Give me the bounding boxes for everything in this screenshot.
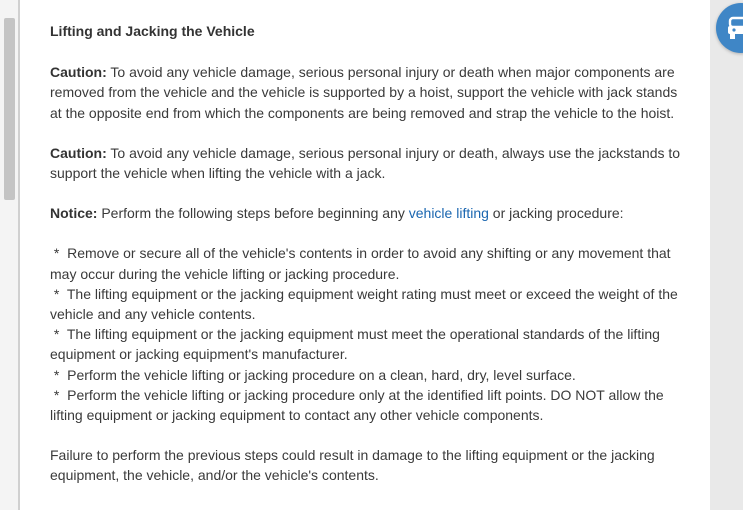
caution-text: To avoid any vehicle damage, serious personal injury or death, always use the jackstands to support the vehicle when lifting the vehicle with a jack. [50, 144, 681, 182]
list-item: * Perform the vehicle lifting or jacking procedure only at the identified lift points. DO NOT allow the lifting equipment or jacking equipment to contact any other vehicle components. [50, 386, 664, 424]
document-page [20, 0, 710, 510]
caution-label: Caution: [50, 64, 107, 81]
caution-label: Caution: [50, 144, 107, 161]
notice-paragraph [50, 203, 682, 223]
list-item: * Perform the vehicle lifting or jacking procedure on a clean, hard, dry, level surface. [50, 366, 576, 383]
vehicle-fab-button[interactable] [716, 3, 743, 53]
list-item-text: The lifting equipment or the jacking equipment must meet the operational standards of the lifting equipment or jacking equipment's manufacturer. [50, 326, 660, 363]
caution-paragraph-2 [50, 143, 682, 183]
document-content [50, 10, 682, 506]
list-item-text: Remove or secure all of the vehicle's contents in order to avoid any shifting or any movement that may occur during the vehicle lifting or jacking procedure. [50, 245, 671, 282]
vehicle-icon [727, 16, 743, 42]
caution-paragraph-1 [50, 62, 682, 123]
list-item: * Remove or secure all of the vehicle's contents in order to avoid any shifting or any movement that may occur during the vehicle lifting or jacking procedure. [50, 245, 671, 282]
page-title: Lifting and Jacking the Vehicle [50, 23, 255, 39]
failure-paragraph: Failure to perform the previous steps could result in damage to the lifting equipment or the jacking equipment, the vehicle, and/or the vehicle's contents. [50, 447, 655, 484]
list-item: * The lifting equipment or the jacking equipment must meet the operational standards of the lifting equipment or jacking equipment's manufacturer. [50, 326, 660, 363]
caution-text: To avoid any vehicle damage, serious personal injury or death when major components are removed from the vehicle and the vehicle is supported by a hoist, support the vehicle with jack stands at the opposite end from which the components are being removed and strap the vehicle to the hoist. [50, 64, 678, 121]
notice-text-after: or jacking procedure: [492, 205, 624, 222]
precaution-list [50, 243, 682, 425]
list-item-text: Perform the vehicle lifting or jacking procedure only at the identified lift points. DO NOT allow the lifting equipment or jacking equipment to contact any other vehicle components. [50, 386, 664, 424]
vertical-scrollbar[interactable] [0, 0, 20, 510]
vehicle-lifting-link[interactable]: vehicle lifting [408, 205, 489, 222]
notice-label: Notice: [50, 205, 98, 222]
list-item: * The lifting equipment or the jacking equipment weight rating must meet or exceed the weight of the vehicle and any vehicle contents. [50, 285, 678, 323]
scrollbar-thumb[interactable] [4, 18, 15, 200]
list-item-text: Perform the vehicle lifting or jacking procedure on a clean, hard, dry, level surface. [67, 366, 576, 383]
list-item-text: The lifting equipment or the jacking equipment weight rating must meet or exceed the weight of the vehicle and any vehicle contents. [50, 285, 678, 323]
notice-text-before: Perform the following steps before beginning any [101, 205, 405, 222]
